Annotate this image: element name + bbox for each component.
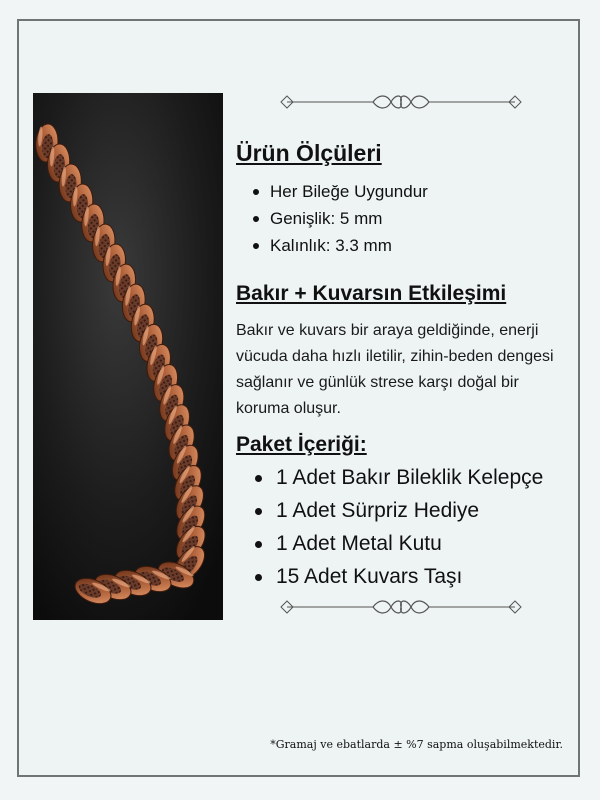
list-item: 1 Adet Bakır Bileklik Kelepçe bbox=[276, 463, 543, 496]
footnote: *Gramaj ve ebatlarda ± %7 sapma oluşabilmektedir. bbox=[270, 738, 563, 751]
package-contents-list bbox=[276, 463, 543, 595]
list-item: 1 Adet Metal Kutu bbox=[276, 529, 543, 562]
interaction-description: Bakır ve kuvars bir araya geldiğinde, enerji vücuda daha hızlı iletilir, zihin-beden dengesi sağlanır ve günlük strese karşı doğal bir koruma oluşur. bbox=[236, 322, 554, 417]
ornament-divider-bottom bbox=[275, 598, 527, 616]
list-item: 1 Adet Sürpriz Hediye bbox=[276, 496, 543, 529]
section-title-interaction: Bakır + Kuvarsın Etkileşimi bbox=[236, 282, 507, 305]
section-title-dimensions: Ürün Ölçüleri bbox=[236, 140, 382, 166]
dimensions-list bbox=[270, 180, 428, 261]
list-item: Genişlik: 5 mm bbox=[270, 207, 428, 234]
product-photo bbox=[33, 93, 223, 620]
ornament-divider-top bbox=[275, 93, 527, 111]
list-item: Kalınlık: 3.3 mm bbox=[270, 234, 428, 261]
list-item: 15 Adet Kuvars Taşı bbox=[276, 562, 543, 595]
section-title-package: Paket İçeriği: bbox=[236, 433, 367, 456]
list-item: Her Bileğe Uygundur bbox=[270, 180, 428, 207]
